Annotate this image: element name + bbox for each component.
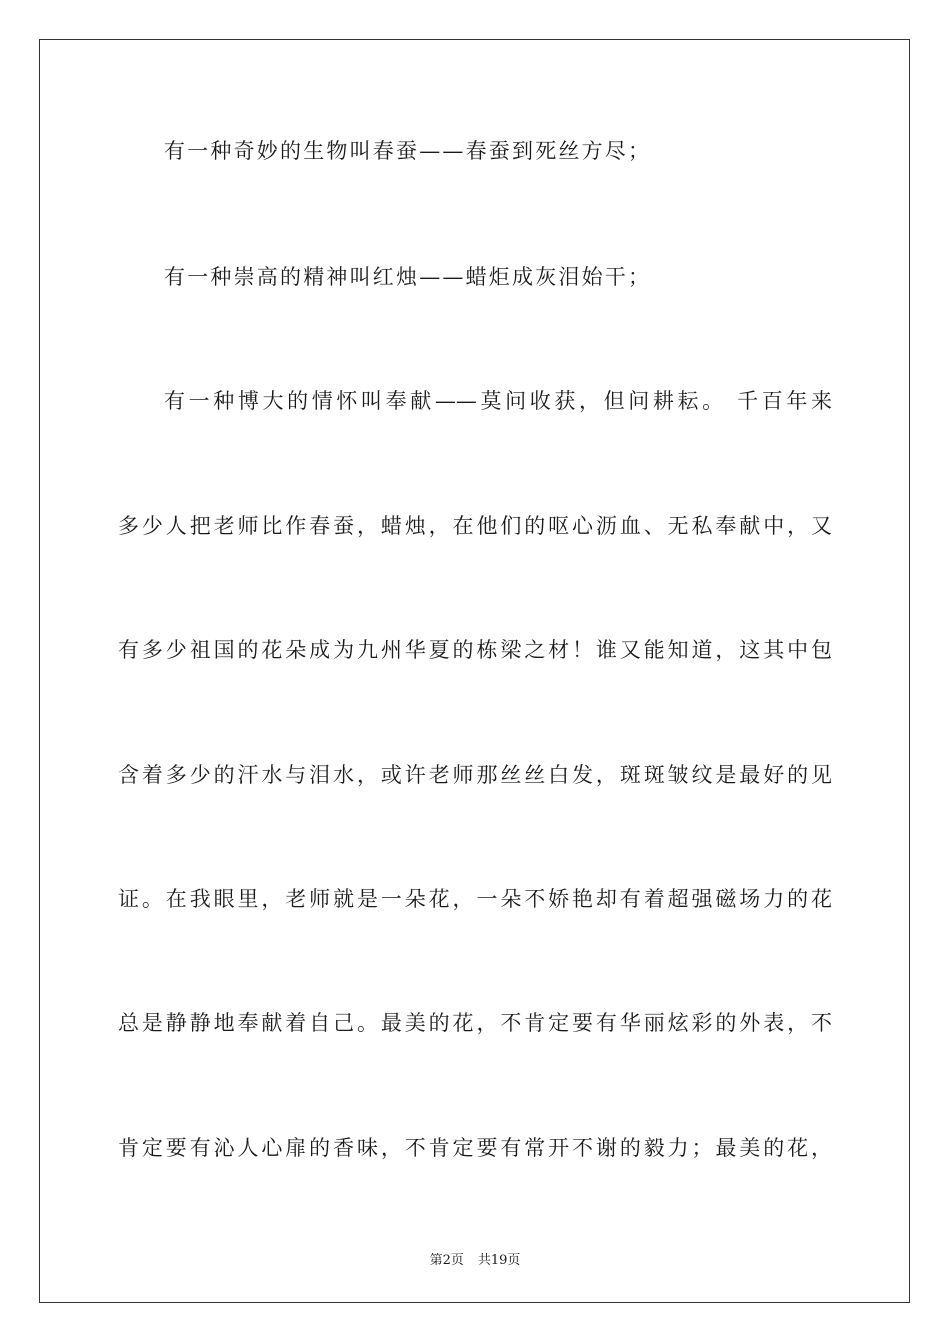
text-line-8: 总是静静地奉献着自己。最美的花，不肯定要有华丽炫彩的外表，不	[118, 1011, 832, 1035]
page-number: 第2页	[429, 1253, 464, 1268]
text-line-7: 证。在我眼里，老师就是一朵花，一朵不娇艳却有着超强磁场力的花	[118, 887, 832, 911]
text-line-3: 有一种博大的情怀叫奉献——莫问收获，但问耕耘。 千百年来	[164, 389, 832, 413]
page-border	[39, 39, 910, 1303]
text-line-1: 有一种奇妙的生物叫春蚕——春蚕到死丝方尽；	[164, 139, 652, 163]
text-line-4: 多少人把老师比作春蚕，蜡烛，在他们的呕心沥血、无私奉献中，又	[118, 514, 832, 538]
text-line-9: 肯定要有沁人心扉的香味，不肯定要有常开不谢的毅力；最美的花，	[118, 1136, 832, 1160]
page-footer	[0, 1249, 950, 1268]
text-line-6: 含着多少的汗水与泪水，或许老师那丝丝白发，斑斑皱纹是最好的见	[118, 763, 832, 787]
text-line-2: 有一种崇高的精神叫红烛——蜡炬成灰泪始干；	[164, 265, 652, 289]
text-line-5: 有多少祖国的花朵成为九州华夏的栋梁之材！谁又能知道，这其中包	[118, 638, 832, 662]
page-total: 共19页	[477, 1253, 521, 1268]
